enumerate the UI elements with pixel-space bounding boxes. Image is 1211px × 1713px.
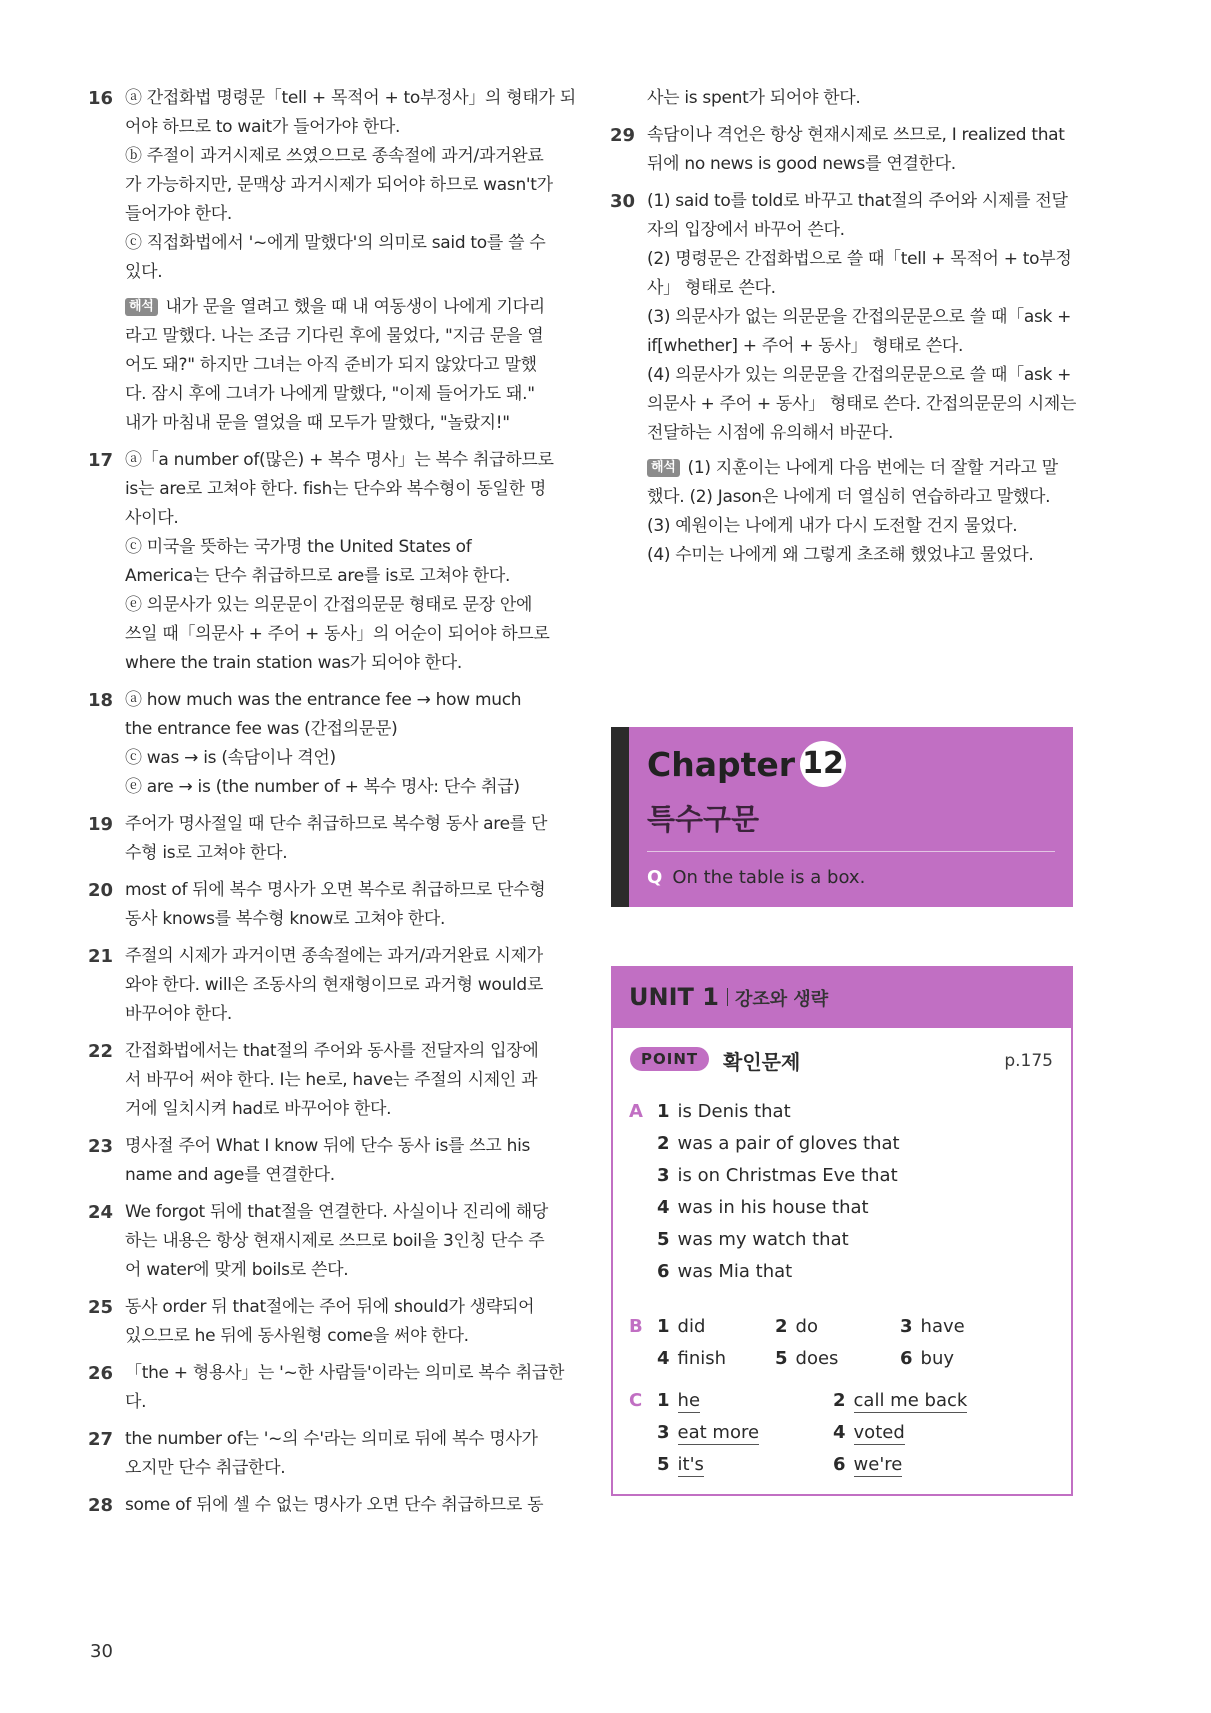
answer-item-17 [88, 446, 553, 678]
answer-number: 1 [657, 1316, 670, 1337]
explanation-line: 주어가 명사절일 때 단수 취급하므로 복수형 동사 are를 단 [125, 814, 548, 834]
answer-item-29 [610, 121, 1075, 179]
answer-item-22 [88, 1037, 553, 1124]
answer-text: was in his house that [677, 1197, 869, 1218]
answer-text: have [920, 1316, 965, 1337]
answer-explanation [125, 1359, 564, 1417]
explanation-line: 다. [125, 1392, 147, 1412]
answer-item-24 [88, 1198, 553, 1285]
answer-number: 5 [775, 1348, 788, 1369]
answer-number: 2 [775, 1316, 788, 1337]
answer-item-23 [88, 1132, 553, 1190]
answer-section-c-6 [833, 1454, 902, 1475]
answer-number: 3 [657, 1422, 670, 1443]
answer-explanation [125, 1132, 553, 1190]
translation-line [125, 293, 576, 322]
unit-title-wrap [629, 983, 828, 1011]
translation-line [125, 322, 576, 351]
explanation-line: 어야 하므로 to wait가 들어가야 한다. [125, 117, 401, 137]
answer-number: 26 [88, 1363, 114, 1384]
answer-section-c-2 [833, 1390, 967, 1411]
answer-number: 22 [88, 1041, 114, 1062]
translation-text: (4) 수미는 나에게 왜 그렇게 초조해 했었냐고 물었다. [647, 545, 1034, 565]
explanation-line: ⓑ 주절이 과거시제로 쓰였으므로 종속절에 과거/과거완료 [125, 146, 544, 166]
answer-text: is Denis that [677, 1101, 791, 1122]
answer-text: finish [677, 1348, 727, 1369]
answer-number: 3 [657, 1165, 670, 1186]
explanation-line: is는 are로 고쳐야 한다. fish는 단수와 복수형이 동일한 명 [125, 479, 546, 499]
translation-text: 라고 말했다. 나는 조금 기다린 후에 물었다, "지금 문을 열 [125, 326, 544, 346]
translation-line [125, 380, 576, 409]
answer-explanation [125, 942, 553, 1029]
answer-number: 23 [88, 1136, 114, 1157]
explanation-line: 가 가능하지만, 문맥상 과거시제가 되어야 하므로 wasn't가 [125, 175, 553, 195]
translation-line [647, 541, 1076, 570]
answer-explanation [125, 876, 553, 934]
answer-section-c-5 [657, 1454, 704, 1475]
answer-number: 4 [657, 1197, 670, 1218]
answer-item-21 [88, 942, 553, 1029]
answer-number: 4 [833, 1422, 846, 1443]
right-items [610, 121, 1075, 570]
answer-item-28 [88, 1491, 553, 1520]
explanation-line: ⓐ how much was the entrance fee → how much [125, 690, 522, 710]
answer-number: 19 [88, 814, 114, 835]
explanation-line: ⓒ was → is (속담이나 격언) [125, 748, 336, 768]
answer-item-30 [610, 187, 1075, 570]
answer-explanation [125, 1198, 553, 1285]
explanation-line: 오지만 단수 취급한다. [125, 1458, 286, 1478]
explanation-line: (4) 의문사가 있는 의문문을 간접의문문으로 쓸 때「ask + [647, 365, 1072, 385]
translation-tag: 해석 [125, 298, 158, 316]
explanation-line: name and age를 연결한다. [125, 1165, 335, 1185]
explanation-line: 간접화법에서는 that절의 주어와 동사를 전달자의 입장에 [125, 1041, 539, 1061]
explanation-line: ⓔ 의문사가 있는 의문문이 간접의문문 형태로 문장 안에 [125, 595, 533, 615]
translation-text: 다. 잠시 후에 그녀가 나에게 말했다, "이제 들어가도 돼." [125, 384, 535, 404]
answer-text: does [795, 1348, 839, 1369]
answer-section-a-4 [657, 1197, 869, 1218]
chapter-divider [647, 851, 1055, 852]
answer-text: eat more [677, 1422, 760, 1443]
explanation-line: 사」 형태로 쓴다. [647, 278, 776, 298]
explanation-line: 사이다. [125, 508, 179, 528]
explanation-line: ⓐ「a number of(많은) + 복수 명사」는 복수 취급하므로 [125, 450, 554, 470]
chapter-question [647, 867, 865, 888]
left-column [88, 84, 576, 1528]
answer-number: 21 [88, 946, 114, 967]
answer-text: was Mia that [677, 1261, 793, 1282]
answer-section-b-3 [900, 1316, 965, 1337]
section-c-letter: C [629, 1390, 643, 1411]
explanation-line: 「the + 형용사」는 '~한 사람들'이라는 의미로 복수 취급한 [125, 1363, 565, 1383]
explanation-line: 속담이나 격언은 항상 현재시제로 쓰므로, I realized that [647, 125, 1065, 145]
answer-explanation [125, 1491, 553, 1520]
answer-number: 1 [657, 1101, 670, 1122]
answer-number: 28 [88, 1495, 114, 1516]
answer-explanation [125, 1425, 553, 1483]
answer-text: call me back [853, 1390, 968, 1411]
right-column [610, 84, 1075, 578]
translation-text: 내가 문을 열려고 했을 때 내 여동생이 나에게 기다리 [165, 297, 545, 317]
answer-section-c-1 [657, 1390, 700, 1411]
answer-number: 18 [88, 690, 114, 711]
continued-answer-28: 사는 is spent가 되어야 한다. [647, 88, 861, 108]
translation-line [125, 409, 576, 438]
translation-text: 어도 돼?" 하지만 그녀는 아직 준비가 되지 않았다고 말했 [125, 355, 537, 375]
explanation-line: (1) said to를 told로 바꾸고 that절의 주어와 시제를 전달 [647, 191, 1068, 211]
answer-item-16 [88, 84, 576, 438]
explanation-line: 의문사 + 주어 + 동사」 형태로 쓴다. 간접의문문의 시제는 [647, 394, 1077, 414]
answer-number: 20 [88, 880, 114, 901]
answer-text: is on Christmas Eve that [677, 1165, 898, 1186]
answer-explanation [125, 1037, 553, 1124]
answer-number: 1 [657, 1390, 670, 1411]
translation-text: (3) 예원이는 나에게 내가 다시 도전할 건지 물었다. [647, 516, 1018, 536]
answer-number: 6 [900, 1348, 913, 1369]
answer-section-a-3 [657, 1165, 898, 1186]
answer-section-b-4 [657, 1348, 726, 1369]
translation-line [647, 454, 1076, 483]
explanation-line: 서 바꾸어 써야 한다. I는 he로, have는 주절의 시제인 과 [125, 1070, 538, 1090]
explanation-line: 거에 일치시켜 had로 바꾸어야 한다. [125, 1099, 392, 1119]
answer-number: 24 [88, 1202, 114, 1223]
explanation-line: some of 뒤에 셀 수 없는 명사가 오면 단수 취급하므로 동 [125, 1495, 544, 1515]
answer-explanation [125, 686, 553, 802]
explanation-line: ⓐ 간접화법 명령문「tell + 목적어 + to부정사」의 형태가 되 [125, 88, 576, 108]
unit-subtitle: 강조와 생략 [734, 989, 829, 1010]
answer-text: was my watch that [677, 1229, 849, 1250]
explanation-line: 하는 내용은 항상 현재시제로 쓰므로 boil을 3인칭 단수 주 [125, 1231, 545, 1251]
answer-number: 29 [610, 125, 636, 146]
answer-number: 2 [657, 1133, 670, 1154]
explanation-line: 있다. [125, 262, 163, 282]
answer-item-27 [88, 1425, 553, 1483]
answer-number: 25 [88, 1297, 114, 1318]
explanation-line: if[whether] + 주어 + 동사」 형태로 쓴다. [647, 336, 964, 356]
point-title: 확인문제 [723, 1050, 801, 1074]
answer-explanation [125, 1293, 553, 1351]
answer-text: it's [677, 1454, 704, 1475]
answer-explanation [647, 121, 1075, 179]
answer-explanation [125, 446, 554, 678]
unit-title: UNIT 1 [629, 983, 719, 1011]
answer-number: 4 [657, 1348, 670, 1369]
chapter-subtitle: 특수구문 [647, 802, 760, 836]
explanation-line: (3) 의문사가 없는 의문문을 간접의문문으로 쓸 때「ask + [647, 307, 1072, 327]
explanation-line: 자의 입장에서 바꾸어 쓴다. [647, 220, 845, 240]
answer-number: 16 [88, 88, 114, 109]
section-b-letter: B [629, 1316, 643, 1337]
answer-section-a-5 [657, 1229, 849, 1250]
explanation-line: ⓔ are → is (the number of + 복수 명사: 단수 취급) [125, 777, 520, 797]
explanation-line: where the train station was가 되어야 한다. [125, 653, 462, 673]
unit-separator [727, 988, 728, 1006]
explanation-line: 쓰일 때「의문사 + 주어 + 동사」의 어순이 되어야 하므로 [125, 624, 550, 644]
translation-line [125, 351, 576, 380]
answer-section-b-1 [657, 1316, 705, 1337]
explanation-line: ⓒ 직접화법에서 '~에게 말했다'의 의미로 said to를 쓸 수 [125, 233, 546, 253]
answer-number: 17 [88, 450, 114, 471]
unit-header [613, 968, 1071, 1028]
answer-section-a-1 [657, 1101, 791, 1122]
answer-section-c-4 [833, 1422, 905, 1443]
point-badge: POINT [630, 1047, 709, 1071]
answer-number: 2 [833, 1390, 846, 1411]
translation-text: 내가 마침내 문을 열었을 때 모두가 말했다, "놀랐지!" [125, 413, 510, 433]
chapter-question-text: On the table is a box. [672, 867, 866, 888]
answer-number: 6 [833, 1454, 846, 1475]
page-number: 30 [90, 1641, 113, 1662]
explanation-line: We forgot 뒤에 that절을 연결한다. 사실이나 진리에 해당 [125, 1202, 549, 1222]
answer-item-19 [88, 810, 553, 868]
answer-text: voted [853, 1422, 905, 1443]
answer-section-b-5 [775, 1348, 838, 1369]
chapter-label: Chapter [647, 745, 796, 784]
explanation-line: America는 단수 취급하므로 are를 is로 고쳐야 한다. [125, 566, 511, 586]
answer-section-a-6 [657, 1261, 792, 1282]
answer-section-a-2 [657, 1133, 900, 1154]
explanation-line: 와야 한다. will은 조동사의 현재형이므로 과거형 would로 [125, 975, 544, 995]
explanation-line: 어 water에 맞게 boils로 쓴다. [125, 1260, 349, 1280]
explanation-line: 뒤에 no news is good news를 연결한다. [647, 154, 956, 174]
unit-box [611, 966, 1073, 1496]
translation-text: 했다. (2) Jason은 나에게 더 열심히 연습하라고 말했다. [647, 487, 1051, 507]
answer-text: did [677, 1316, 706, 1337]
page-reference: p.175 [1004, 1051, 1053, 1071]
explanation-line: the entrance fee was (간접의문문) [125, 719, 398, 739]
answer-section-b-6 [900, 1348, 954, 1369]
answer-explanation [125, 810, 553, 868]
explanation-line: 바꾸어야 한다. [125, 1004, 232, 1024]
answer-item-18 [88, 686, 553, 802]
explanation-line: 주절의 시제가 과거이면 종속절에는 과거/과거완료 시제가 [125, 946, 543, 966]
translation-line [647, 483, 1076, 512]
translation-text: (1) 지훈이는 나에게 다음 번에는 더 잘할 거라고 말 [687, 458, 1058, 478]
answer-text: was a pair of gloves that [677, 1133, 900, 1154]
chapter-box [611, 727, 1073, 907]
answer-item-25 [88, 1293, 553, 1351]
question-mark-label: Q [647, 867, 663, 888]
answer-number: 3 [900, 1316, 913, 1337]
explanation-line: 수형 is로 고쳐야 한다. [125, 843, 288, 863]
answer-text: buy [920, 1348, 955, 1369]
explanation-line: 명사절 주어 What I know 뒤에 단수 동사 is를 쓰고 his [125, 1136, 531, 1156]
translation-tag: 해석 [647, 459, 680, 477]
explanation-line: 전달하는 시점에 유의해서 바꾼다. [647, 423, 894, 443]
explanation-line: (2) 명령문은 간접화법으로 쓸 때「tell + 목적어 + to부정 [647, 249, 1072, 269]
chapter-number-badge: 12 [800, 741, 846, 787]
explanation-line: 있으므로 he 뒤에 동사원형 come을 써야 한다. [125, 1326, 469, 1346]
answer-number: 5 [657, 1229, 670, 1250]
answer-text: we're [853, 1454, 903, 1475]
answer-section-c-3 [657, 1422, 759, 1443]
answer-text: do [795, 1316, 818, 1337]
explanation-line: 동사 knows를 복수형 know로 고쳐야 한다. [125, 909, 446, 929]
explanation-line: the number of는 '~의 수'라는 의미로 뒤에 복수 명사가 [125, 1429, 538, 1449]
answer-number: 30 [610, 191, 636, 212]
answer-item-20 [88, 876, 553, 934]
section-a-letter: A [629, 1101, 643, 1122]
explanation-line: 들어가야 한다. [125, 204, 232, 224]
answer-number: 5 [657, 1454, 670, 1475]
answer-text: he [677, 1390, 701, 1411]
explanation-line: ⓒ 미국을 뜻하는 국가명 the United States of [125, 537, 472, 557]
explanation-line: 동사 order 뒤 that절에는 주어 뒤에 should가 생략되어 [125, 1297, 535, 1317]
answer-number: 27 [88, 1429, 114, 1450]
answer-item-26 [88, 1359, 565, 1417]
explanation-line: most of 뒤에 복수 명사가 오면 복수로 취급하므로 단수형 [125, 880, 546, 900]
answer-section-b-2 [775, 1316, 818, 1337]
answer-explanation [647, 187, 1076, 570]
translation-line [647, 512, 1076, 541]
answer-explanation [125, 84, 576, 438]
answer-number: 6 [657, 1261, 670, 1282]
